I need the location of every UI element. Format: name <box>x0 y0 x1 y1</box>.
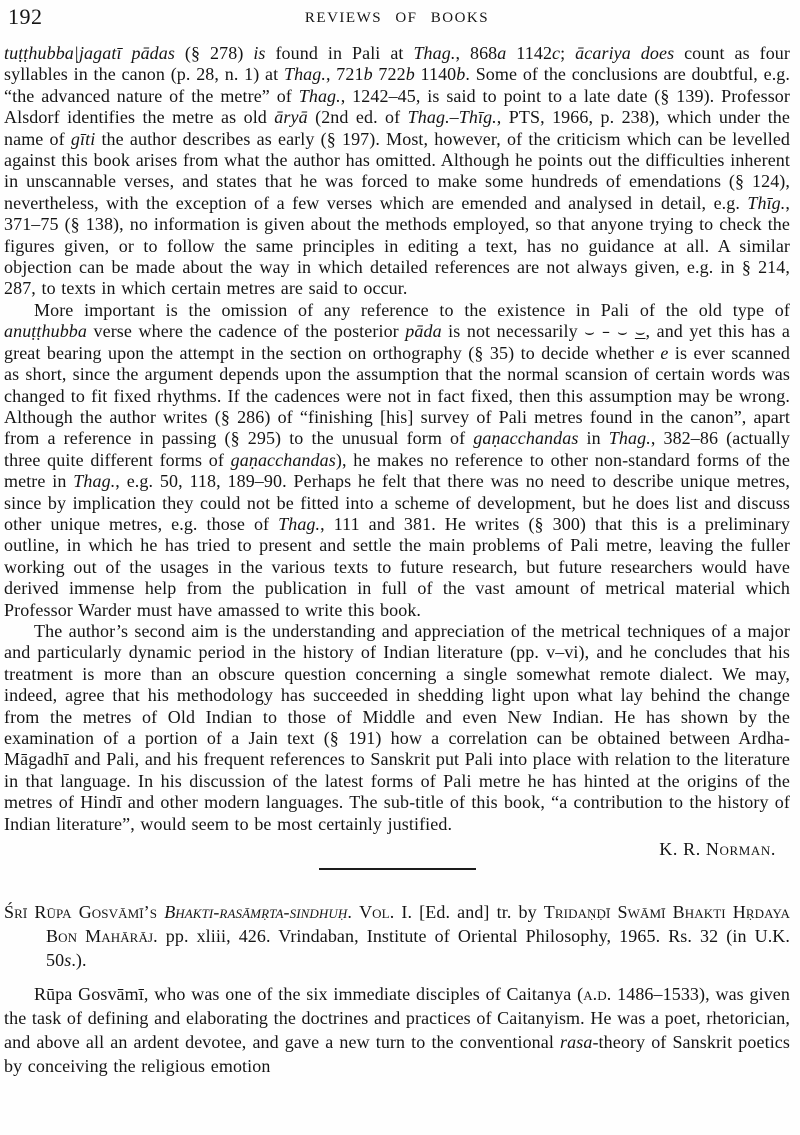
paragraph: Rūpa Gosvāmī, who was one of the six immediate disciples of Caitanya (a.d. 1486–1533), was given the task of defining and elaborating the doctrines and practices of Caitanyism. He was a poet, rhetorician, and above all an ardent devotee, and gave a new turn to the conventional rasa-theory of Sanskrit poetics by conceiving the religious emotion <box>4 984 790 1077</box>
review-bhakti-body <box>4 900 790 1078</box>
review-heading: Śrī Rūpa Gosvāmī’s Bhakti-rasāmṛta-sindhuḥ. Vol. I. [Ed. and] tr. by Tridaṇḍī Swāmī Bhakti Hṛdaya Bon Mahārāj. pp. xliii, 426. Vrindaban, Institute of Oriental Philosophy, 1965. Rs. 32 (in U.K. 50s.). <box>4 902 790 971</box>
running-title: REVIEWS OF BOOKS <box>304 10 490 26</box>
review-norman-body <box>4 43 790 861</box>
paragraph: The author’s second aim is the understanding and appreciation of the metrical techniques of a major and particularly dynamic period in the history of Indian literature (pp. v–vi), and he concludes that his treatment is more than an obscure question concerning a single somewhat remote dialect. We may, indeed, agree that his methodology has succeeded in shedding light upon what lay behind the change from the metres of Old Indian to those of Middle and even New Indian. He has shown by the examination of a portion of a Jain text (§ 191) how a correlation can be obtained between Ardha-Māgadhī and Pali, and his frequent references to Sanskrit put Pali into place with relation to the literature in that language. In his discussion of the latest forms of Pali metre he has hinted at the origins of the metres of Hindī and other modern languages. The sub-title of this book, “a contribution to the history of Indian literature”, would seem to be most certainly justified. <box>4 620 790 834</box>
reviewer-signature: K. R. Norman. <box>659 839 776 860</box>
paragraph: More important is the omission of any reference to the existence in Pali of the old type of anuṭṭhubba verse where the cadence of the posterior pāda is not necessarily ⌣ – ⌣ ⌣, and yet this has a great bearing upon the attempt in the section on orthography (§ 35) to decide whether e is ever scanned as short, since the argument depends upon the assumption that the normal scansion of certain words was changed to fit fixed rhythms. If the cadences were not in fact fixed, then this assumption may be wrong. Although the author writes (§ 286) of “finishing [his] survey of Pali metres found in the canon”, apart from a reference in passing (§ 295) to the unusual form of gaṇacchandas in Thag., 382–86 (actually three quite different forms of gaṇacchandas), he makes no reference to other non-standard forms of the metre in Thag., e.g. 50, 118, 189–90. Perhaps he felt that there was no need to describe unique metres, since by implication they could not be fitted into a scheme of development, but he does list and discuss other unique metres, e.g. those of Thag., 111 and 381. He writes (§ 300) that this is a preliminary outline, in which he has tried to present and settle the main problems of Pali metre, leaving the fuller working out of the usages in the various texts to future research, but future researchers would have derived immense help from the publication in full of the vast amount of metrical material which Professor Warder must have amassed to write this book. <box>4 299 790 620</box>
page-header <box>4 5 790 31</box>
section-divider <box>319 868 476 870</box>
paragraph: tuṭṭhubba|jagatī pādas (§ 278) is found in Pali at Thag., 868a 1142c; ācariya does count as four syllables in the canon (p. 28, n. 1) at Thag., 721b 722b 1140b. Some of the conclusions are doubtful, e.g. “the advanced nature of the metre” of Thag., 1242–45, is said to point to a late date (§ 139). Professor Alsdorf identifies the metre as old āryā (2nd ed. of Thag.–Thīg., PTS, 1966, p. 238), which under the name of gīti the author describes as early (§ 197). Most, however, of the criticism which can be levelled against this book arises from what the author has omitted. Although he points out the difficulties inherent in unscannable verses, and states that he was forced to make some hundreds of emendations (§ 124), nevertheless, with the exception of a few verses which are emended and analysed in detail, e.g. Thīg., 371–75 (§ 138), no information is given about the methods employed, so that anyone trying to check the figures given, or to follow the same principles in editing a text, has no guidance at all. A similar objection can be made about the way in which detailed references are not always given, e.g. in § 214, 287, to texts in which certain metres are said to occur. <box>4 43 791 299</box>
page-number: 192 <box>8 4 43 29</box>
